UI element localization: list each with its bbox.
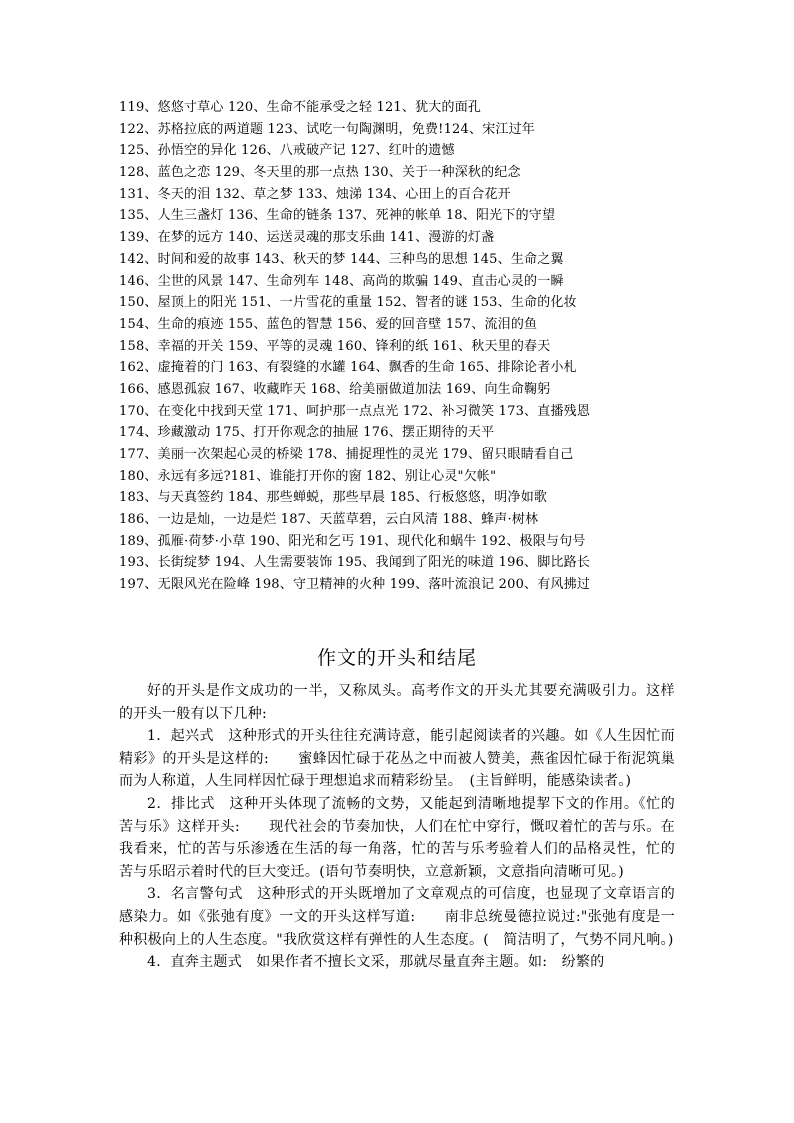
list-line: 142、时间和爱的故事 143、秋天的梦 144、三种鸟的思想 145、生命之翼 [119, 251, 564, 267]
list-line: 186、一边是灿，一边是烂 187、天蓝草碧，云白风清 188、蜂声·树林 [119, 512, 539, 528]
list-line: 177、美丽一次架起心灵的桥梁 178、捕捉理性的灵光 179、留只眼睛看自己 [119, 447, 574, 462]
list-line: 180、永远有多远?181、谁能打开你的窗 182、别让心灵"欠帐" [119, 468, 497, 484]
list-line: 135、人生三盏灯 136、生命的链条 137、死神的帐单 18、阳光下的守望 [119, 208, 556, 224]
list-line: 170、在变化中找到天堂 171、呵护那一点点光 172、补习微笑 173、直播残恩 [119, 403, 591, 419]
paragraph: 好的开头是作文成功的一半，又称凤头。高考作文的开头尤其要充满吸引力。这样的开头一般有以下几种: [119, 683, 675, 722]
list-line: 131、冬天的泪 132、草之梦 133、烛涕 134、心田上的百合花开 [119, 186, 511, 202]
list-line: 150、屋顶上的阳光 151、一片雪花的重量 152、智者的谜 153、生命的化妆 [119, 295, 577, 311]
list-line: 122、苏格拉底的两道题 123、试吃一句陶渊明，免费!124、宋江过年 [119, 121, 535, 137]
list-line: 197、无限风光在险峰 198、守卫精神的火种 199、落叶流浪记 200、有风拂过 [119, 577, 591, 593]
list-line: 189、孤雁·荷梦·小草 190、阳光和乞丐 191、现代化和蜗牛 192、极限与句号 [119, 533, 586, 549]
list-line: 139、在梦的远方 140、运送灵魂的那支乐曲 141、漫游的灯盏 [119, 230, 495, 246]
paragraph: 4．直奔主题式 如果作者不擅长文采，那就尽量直奔主题。如: 纷繁的 [147, 954, 605, 971]
list-line: 166、感恩孤寂 167、收藏昨天 168、给美丽做道加法 169、向生命鞠躬 [119, 381, 551, 397]
list-line: 158、幸福的开关 159、平等的灵魂 160、锋利的纸 161、秋天里的春天 [119, 338, 551, 354]
section-title: 作文的开头和结尾 [316, 647, 477, 669]
list-line: 183、与天真签约 184、那些蝉蜕，那些早晨 185、行板悠悠，明净如歌 [119, 490, 548, 506]
paragraph: 3．名言警句式 这种形式的开头既增加了文章观点的可信度，也显现了文章语言的感染力。如《张弛有度》一文的开头这样写道: 南非总统曼德拉说过:"张弛有度是一种积极向上的人生态度。"我欣赏这样有弹性的人生态度。( 简洁明了，气势不同凡响。) [119, 886, 675, 948]
article-body [119, 680, 675, 974]
list-line: 162、虚掩着的门 163、有裂缝的水罐 164、飘香的生命 165、排除论者小札 [119, 360, 577, 376]
list-line: 125、孙悟空的异化 126、八戒破产记 127、红叶的遗憾 [119, 143, 455, 159]
list-line: 119、悠悠寸草心 120、生命不能承受之轻 121、犹大的面孔 [119, 100, 482, 115]
list-line: 154、生命的痕迹 155、蓝色的智慧 156、爱的回音壁 157、流泪的鱼 [119, 316, 538, 332]
paragraph: 1．起兴式 这种形式的开头往往充满诗意，能引起阅读者的兴趣。如《人生因忙而精彩》的开头是这样的: 蜜蜂因忙碌于花丛之中而被人赞美，燕雀因忙碌于衔泥筑巢而为人称道，人生同样因忙碌于理想追求而精彩纷呈。 (主旨鲜明，能感染读者。) [119, 728, 675, 790]
list-line: 128、蓝色之恋 129、冬天里的那一点热 130、关于一种深秋的纪念 [119, 165, 521, 181]
title-list [119, 97, 689, 596]
paragraph: 2．排比式 这种开头体现了流畅的文势，又能起到清晰地提挈下文的作用。《忙的苦与乐》这样开头: 现代社会的节奏加快，人们在忙中穿行，慨叹着忙的苦与乐。在我看来，忙的苦与乐渗透在生活的每一角落，忙的苦与乐考验着人们的品格灵性，忙的苦与乐昭示着时代的巨大变迁。(语句节奏明快，立意新颖，文意指向清晰可见。) [119, 795, 675, 880]
list-line: 174、珍藏激动 175、打开你观念的抽屉 176、摆正期待的天平 [119, 425, 495, 441]
list-line: 146、尘世的风景 147、生命列车 148、高尚的欺骗 149、直击心灵的一瞬 [119, 273, 564, 289]
list-line: 193、长街绽梦 194、人生需要装饰 195、我闻到了阳光的味道 196、脚比路长 [119, 555, 591, 571]
